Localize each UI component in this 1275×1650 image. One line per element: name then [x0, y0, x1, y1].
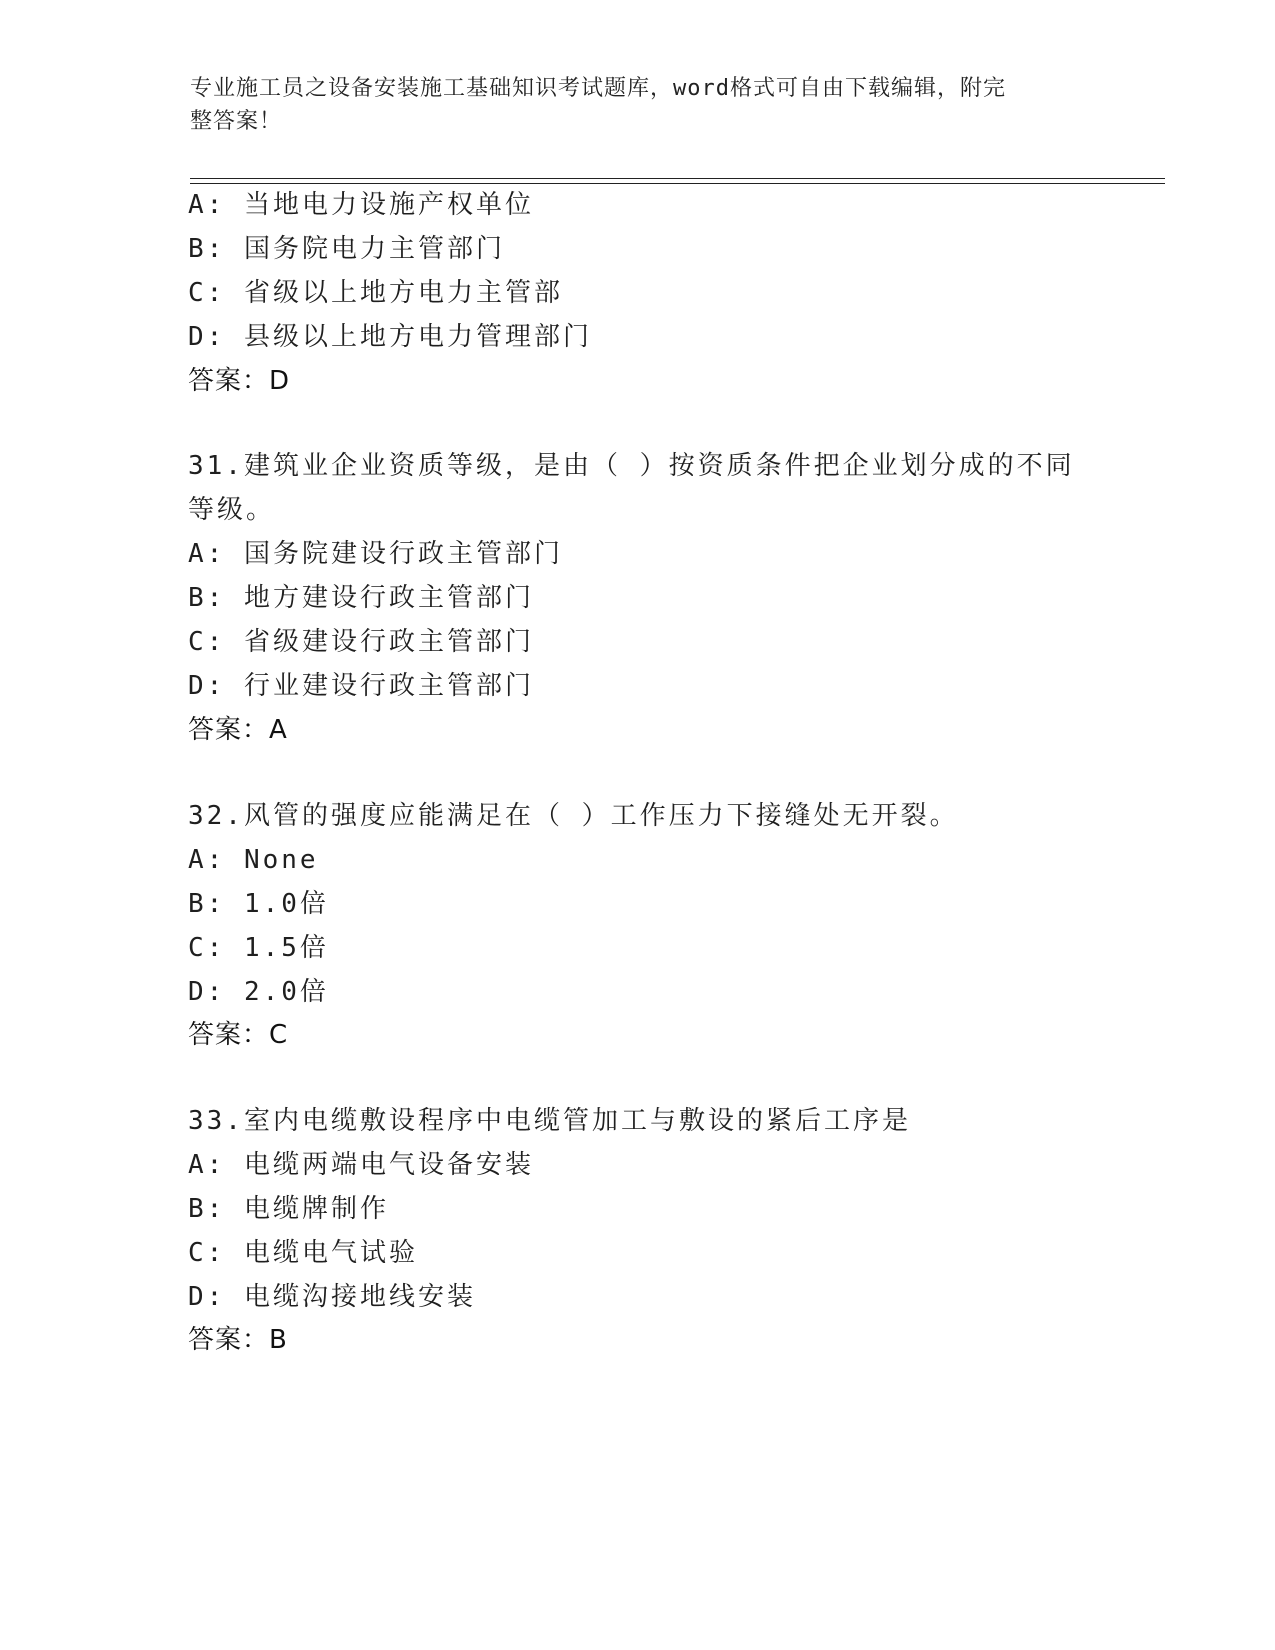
document-header — [190, 72, 1090, 138]
q31-answer: 答案：A — [188, 715, 288, 745]
q33-question-line-1: 33.室内电缆敷设程序中电缆管加工与敷设的紧后工序是 — [188, 1106, 911, 1136]
q30-option-a: A: 当地电力设施产权单位 — [188, 190, 534, 220]
q32-option-b: B: 1.0倍 — [188, 889, 329, 919]
q33-answer: 答案：B — [188, 1325, 288, 1355]
q31-option-d: D: 行业建设行政主管部门 — [188, 671, 534, 701]
header-divider-top — [190, 178, 1165, 179]
q33-option-d: D: 电缆沟接地线安装 — [188, 1282, 476, 1312]
q31-option-c: C: 省级建设行政主管部门 — [188, 627, 534, 657]
q32-answer: 答案：C — [188, 1020, 289, 1050]
header-line-1: 专业施工员之设备安装施工基础知识考试题库，word格式可自由下载编辑，附完 — [190, 76, 1006, 101]
header-divider-bottom — [190, 183, 1165, 184]
q31-question-line-2: 等级。 — [188, 495, 276, 525]
q31-question-line-1: 31.建筑业企业资质等级，是由（ ）按资质条件把企业划分成的不同 — [188, 451, 1075, 481]
q30-option-b: B: 国务院电力主管部门 — [188, 234, 505, 264]
q33-option-a: A: 电缆两端电气设备安装 — [188, 1150, 534, 1180]
q32-option-d: D: 2.0倍 — [188, 977, 329, 1007]
q30-answer: 答案：D — [188, 366, 291, 396]
q30-option-c: C: 省级以上地方电力主管部 — [188, 278, 563, 308]
q32-option-a: A: None — [188, 845, 319, 875]
q32-question-line-1: 32.风管的强度应能满足在（ ）工作压力下接缝处无开裂。 — [188, 801, 959, 831]
q30-option-d: D: 县级以上地方电力管理部门 — [188, 322, 592, 352]
q33-option-c: C: 电缆电气试验 — [188, 1238, 418, 1268]
q31-option-a: A: 国务院建设行政主管部门 — [188, 539, 563, 569]
q33-option-b: B: 电缆牌制作 — [188, 1194, 389, 1224]
header-line-2: 整答案！ — [190, 109, 283, 134]
q31-option-b: B: 地方建设行政主管部门 — [188, 583, 534, 613]
q32-option-c: C: 1.5倍 — [188, 933, 329, 963]
